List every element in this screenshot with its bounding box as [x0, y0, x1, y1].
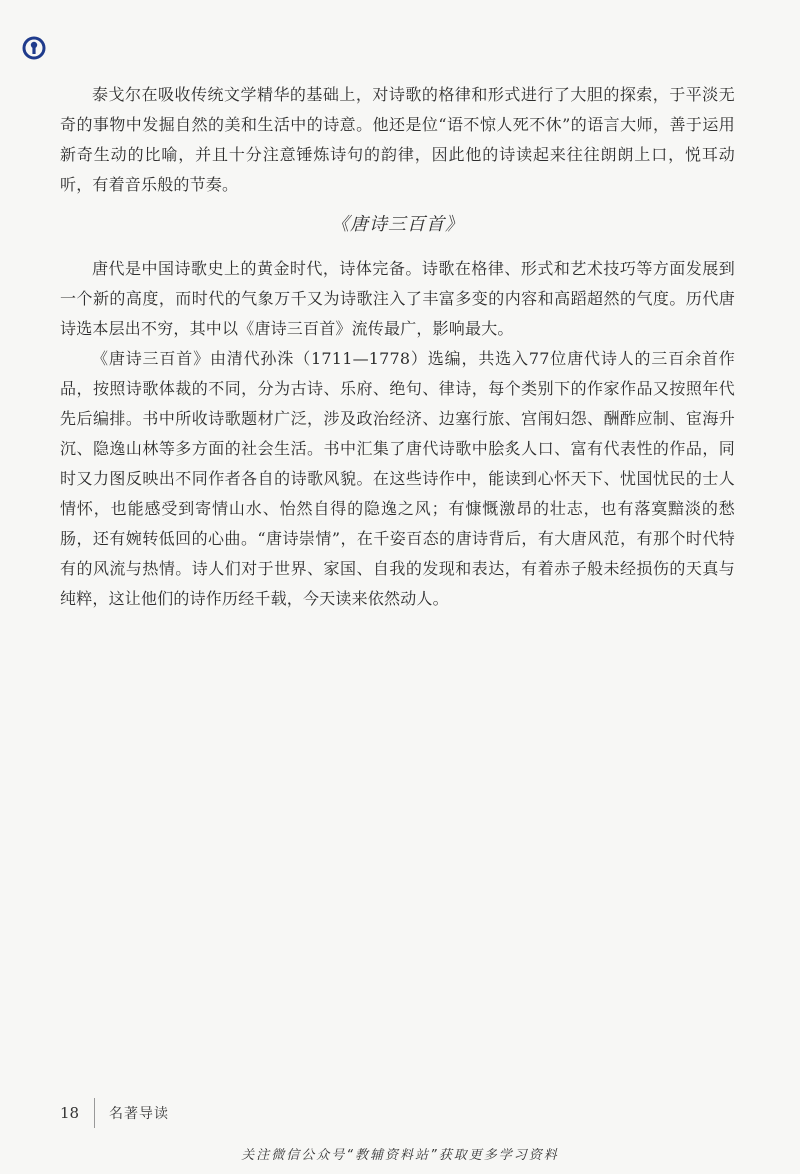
- book-label: 名著导读: [109, 1106, 169, 1122]
- body-paragraph: 唐代是中国诗歌史上的黄金时代，诗体完备。诗歌在格律、形式和艺术技巧等方面发展到一个新的高度，而时代的气象万千又为诗歌注入了丰富多变的内容和高蹈超然的气度。历代唐诗选本层出不穷，其中以《唐诗三百首》流传最广，影响最大。: [60, 259, 735, 338]
- page-footer: [60, 1098, 169, 1128]
- watermark-banner: 关注微信公众号“教辅资料站”获取更多学习资料: [241, 1148, 559, 1163]
- body-paragraph: 《唐诗三百首》由清代孙洙（1711—1778）选编，共选入77位唐代诗人的三百余首作品，按照诗歌体裁的不同，分为古诗、乐府、绝句、律诗，每个类别下的作家作品又按照年代先后编排。书中所收诗歌题材广泛，涉及政治经济、边塞行旅、宫闱妇怨、酬酢应制、宦海升沉、隐逸山林等多方面的社会生活。书中汇集了唐代诗歌中脍炙人口、富有代表性的作品，同时又力图反映出不同作者各自的诗歌风貌。在这些诗作中，能读到心怀天下、忧国忧民的士人情怀，也能感受到寄情山水、怡然自得的隐逸之风；有慷慨激昂的壮志，也有落寞黯淡的愁肠，还有婉转低回的心曲。“唐诗崇情”，在千姿百态的唐诗背后，有大唐风范，有那个时代特有的风流与热情。诗人们对于世界、家国、自我的发现和表达，有着赤子般未经损伤的天真与纯粹，这让他们的诗作历经千载，今天读来依然动人。: [60, 349, 735, 608]
- intro-paragraph: 泰戈尔在吸收传统文学精华的基础上，对诗歌的格律和形式进行了大胆的探索，于平淡无奇的事物中发掘自然的美和生活中的诗意。他还是位“语不惊人死不休”的语言大师，善于运用新奇生动的比喻，并且十分注意锤炼诗句的韵律，因此他的诗读起来往往朗朗上口，悦耳动听，有着音乐般的节奏。: [60, 85, 735, 194]
- section-title: 《唐诗三百首》: [331, 214, 464, 235]
- page-content: [60, 80, 735, 614]
- page-number: 18: [60, 1104, 80, 1122]
- publisher-logo-icon: [22, 36, 46, 60]
- footer-divider: [94, 1098, 95, 1128]
